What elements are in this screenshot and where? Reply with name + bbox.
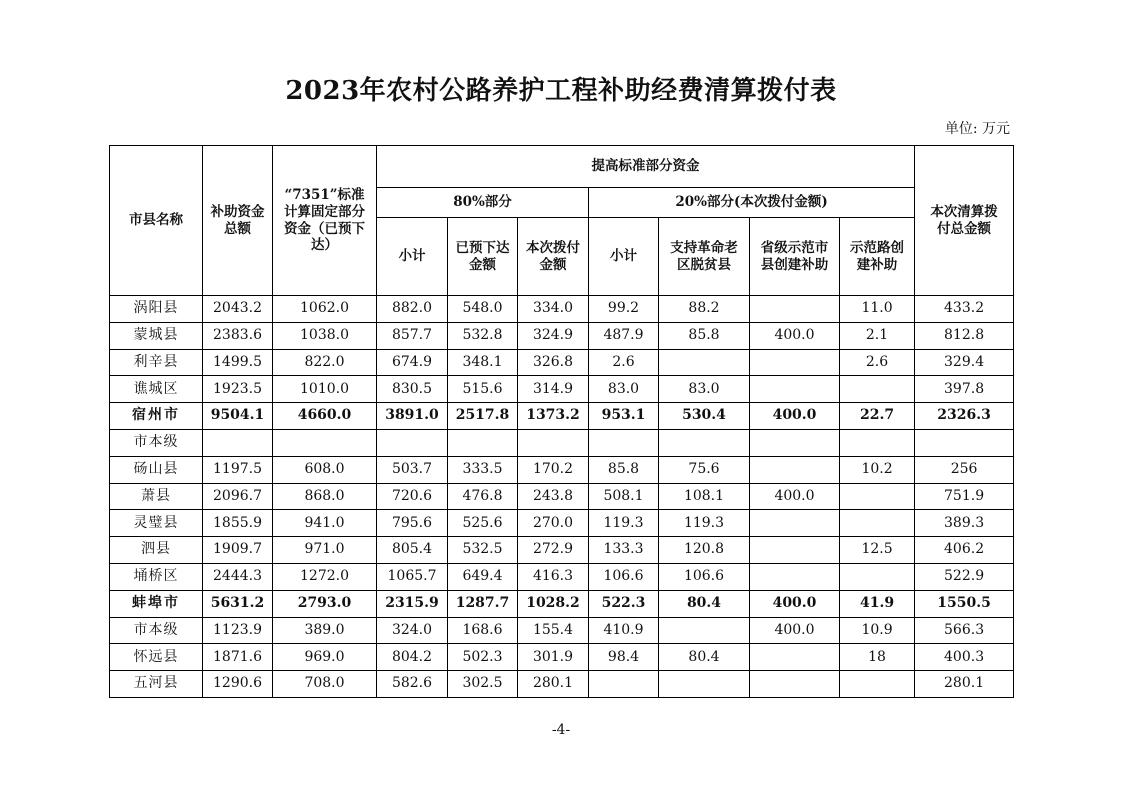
- value-cell: 106.6: [659, 563, 750, 590]
- value-cell: 170.2: [518, 456, 589, 483]
- value-cell: 4660.0: [273, 403, 377, 430]
- table-row: [110, 322, 1014, 349]
- value-cell: 969.0: [273, 644, 377, 671]
- value-cell: 334.0: [518, 296, 589, 323]
- table-row: [110, 510, 1014, 537]
- value-cell: 10.9: [840, 617, 915, 644]
- value-cell: 2043.2: [203, 296, 273, 323]
- value-cell: [659, 671, 750, 698]
- row-name-cell: 怀远县: [110, 644, 203, 671]
- table-row: [110, 376, 1014, 403]
- value-cell: 348.1: [448, 349, 518, 376]
- table-row: [110, 296, 1014, 323]
- value-cell: 400.0: [750, 483, 840, 510]
- value-cell: [750, 644, 840, 671]
- value-cell: 804.2: [377, 644, 448, 671]
- header-clear: 本次清算拨付总金额: [915, 146, 1014, 296]
- value-cell: [750, 671, 840, 698]
- value-cell: 830.5: [377, 376, 448, 403]
- subsidy-table: [109, 145, 1014, 698]
- table-row: [110, 590, 1014, 617]
- value-cell: 326.8: [518, 349, 589, 376]
- value-cell: 83.0: [659, 376, 750, 403]
- value-cell: 1062.0: [273, 296, 377, 323]
- value-cell: 314.9: [518, 376, 589, 403]
- value-cell: 608.0: [273, 456, 377, 483]
- value-cell: 2.1: [840, 322, 915, 349]
- value-cell: [840, 671, 915, 698]
- value-cell: 795.6: [377, 510, 448, 537]
- value-cell: 1028.2: [518, 590, 589, 617]
- value-cell: 532.8: [448, 322, 518, 349]
- value-cell: 280.1: [518, 671, 589, 698]
- value-cell: 108.1: [659, 483, 750, 510]
- page-title: 2023年农村公路养护工程补助经费清算拨付表: [285, 76, 837, 106]
- row-name-cell: 萧县: [110, 483, 203, 510]
- value-cell: [840, 563, 915, 590]
- unit-label: 单位: 万元: [944, 121, 1010, 137]
- value-cell: 1909.7: [203, 537, 273, 564]
- header-now: 本次拨付金额: [518, 218, 589, 296]
- row-name-cell: 利辛县: [110, 349, 203, 376]
- value-cell: [589, 429, 659, 456]
- value-cell: 751.9: [915, 483, 1014, 510]
- value-cell: [750, 456, 840, 483]
- value-cell: 324.9: [518, 322, 589, 349]
- value-cell: 2.6: [840, 349, 915, 376]
- row-name-cell: 蒙城县: [110, 322, 203, 349]
- value-cell: 2096.7: [203, 483, 273, 510]
- value-cell: 400.3: [915, 644, 1014, 671]
- value-cell: [750, 510, 840, 537]
- value-cell: 1855.9: [203, 510, 273, 537]
- value-cell: [273, 429, 377, 456]
- value-cell: [750, 376, 840, 403]
- value-cell: 812.8: [915, 322, 1014, 349]
- header-total: 补助资金总额: [203, 146, 273, 296]
- value-cell: 88.2: [659, 296, 750, 323]
- value-cell: 649.4: [448, 563, 518, 590]
- value-cell: 674.9: [377, 349, 448, 376]
- table-row: [110, 537, 1014, 564]
- value-cell: [840, 483, 915, 510]
- row-name-cell: 涡阳县: [110, 296, 203, 323]
- header-name: 市县名称: [110, 146, 203, 296]
- value-cell: 85.8: [589, 456, 659, 483]
- value-cell: 389.0: [273, 617, 377, 644]
- table-row: [110, 563, 1014, 590]
- table-row: [110, 644, 1014, 671]
- value-cell: [750, 349, 840, 376]
- value-cell: 1550.5: [915, 590, 1014, 617]
- value-cell: 1010.0: [273, 376, 377, 403]
- value-cell: 515.6: [448, 376, 518, 403]
- value-cell: 941.0: [273, 510, 377, 537]
- value-cell: 1287.7: [448, 590, 518, 617]
- table-row: [110, 403, 1014, 430]
- value-cell: [589, 671, 659, 698]
- header-fixed: “7351”标准计算固定部分资金（已预下达）: [273, 146, 377, 296]
- value-cell: [915, 429, 1014, 456]
- value-cell: 9504.1: [203, 403, 273, 430]
- table-row: [110, 617, 1014, 644]
- value-cell: 1038.0: [273, 322, 377, 349]
- value-cell: 83.0: [589, 376, 659, 403]
- value-cell: 1290.6: [203, 671, 273, 698]
- row-name-cell: 砀山县: [110, 456, 203, 483]
- value-cell: 2517.8: [448, 403, 518, 430]
- value-cell: 11.0: [840, 296, 915, 323]
- value-cell: 333.5: [448, 456, 518, 483]
- value-cell: [840, 510, 915, 537]
- value-cell: 400.0: [750, 403, 840, 430]
- value-cell: 302.5: [448, 671, 518, 698]
- table-row: [110, 429, 1014, 456]
- value-cell: 971.0: [273, 537, 377, 564]
- value-cell: 400.0: [750, 322, 840, 349]
- value-cell: 99.2: [589, 296, 659, 323]
- value-cell: 397.8: [915, 376, 1014, 403]
- value-cell: 508.1: [589, 483, 659, 510]
- value-cell: 301.9: [518, 644, 589, 671]
- value-cell: 80.4: [659, 644, 750, 671]
- value-cell: 329.4: [915, 349, 1014, 376]
- value-cell: 3891.0: [377, 403, 448, 430]
- value-cell: 416.3: [518, 563, 589, 590]
- value-cell: [518, 429, 589, 456]
- value-cell: 2.6: [589, 349, 659, 376]
- value-cell: 503.7: [377, 456, 448, 483]
- value-cell: 1123.9: [203, 617, 273, 644]
- value-cell: 548.0: [448, 296, 518, 323]
- value-cell: 119.3: [589, 510, 659, 537]
- value-cell: 2793.0: [273, 590, 377, 617]
- row-name-cell: 灵璧县: [110, 510, 203, 537]
- value-cell: 1272.0: [273, 563, 377, 590]
- value-cell: 1065.7: [377, 563, 448, 590]
- value-cell: 80.4: [659, 590, 750, 617]
- value-cell: 106.6: [589, 563, 659, 590]
- value-cell: 41.9: [840, 590, 915, 617]
- value-cell: [840, 429, 915, 456]
- value-cell: 324.0: [377, 617, 448, 644]
- value-cell: 270.0: [518, 510, 589, 537]
- value-cell: 1373.2: [518, 403, 589, 430]
- row-name-cell: 谯城区: [110, 376, 203, 403]
- header-revo: 支持革命老区脱贫县: [659, 218, 750, 296]
- value-cell: 857.7: [377, 322, 448, 349]
- value-cell: 280.1: [915, 671, 1014, 698]
- value-cell: 822.0: [273, 349, 377, 376]
- header-prov: 省级示范市县创建补助: [750, 218, 840, 296]
- value-cell: 119.3: [659, 510, 750, 537]
- value-cell: [840, 376, 915, 403]
- page-number: -4-: [551, 722, 571, 738]
- header-pre: 已预下达金额: [448, 218, 518, 296]
- value-cell: 1871.6: [203, 644, 273, 671]
- value-cell: 2383.6: [203, 322, 273, 349]
- value-cell: 406.2: [915, 537, 1014, 564]
- header-sub20: 小计: [589, 218, 659, 296]
- value-cell: 522.9: [915, 563, 1014, 590]
- value-cell: [750, 296, 840, 323]
- value-cell: 868.0: [273, 483, 377, 510]
- value-cell: 5631.2: [203, 590, 273, 617]
- value-cell: 1197.5: [203, 456, 273, 483]
- value-cell: 530.4: [659, 403, 750, 430]
- value-cell: 582.6: [377, 671, 448, 698]
- value-cell: 805.4: [377, 537, 448, 564]
- row-name-cell: 泗县: [110, 537, 203, 564]
- value-cell: [659, 429, 750, 456]
- value-cell: 953.1: [589, 403, 659, 430]
- value-cell: 2315.9: [377, 590, 448, 617]
- value-cell: 433.2: [915, 296, 1014, 323]
- value-cell: 22.7: [840, 403, 915, 430]
- value-cell: 400.0: [750, 617, 840, 644]
- header-part80: 80%部分: [377, 188, 589, 218]
- value-cell: 168.6: [448, 617, 518, 644]
- value-cell: 243.8: [518, 483, 589, 510]
- value-cell: 133.3: [589, 537, 659, 564]
- value-cell: 256: [915, 456, 1014, 483]
- value-cell: 882.0: [377, 296, 448, 323]
- value-cell: 98.4: [589, 644, 659, 671]
- value-cell: 389.3: [915, 510, 1014, 537]
- value-cell: 10.2: [840, 456, 915, 483]
- value-cell: 532.5: [448, 537, 518, 564]
- value-cell: 410.9: [589, 617, 659, 644]
- row-name-cell: 市本级: [110, 429, 203, 456]
- value-cell: 2326.3: [915, 403, 1014, 430]
- value-cell: [750, 537, 840, 564]
- value-cell: 522.3: [589, 590, 659, 617]
- value-cell: [659, 349, 750, 376]
- value-cell: 720.6: [377, 483, 448, 510]
- value-cell: 476.8: [448, 483, 518, 510]
- value-cell: 1499.5: [203, 349, 273, 376]
- row-name-cell: 市本级: [110, 617, 203, 644]
- value-cell: 120.8: [659, 537, 750, 564]
- value-cell: 566.3: [915, 617, 1014, 644]
- value-cell: [203, 429, 273, 456]
- row-name-cell: 埇桥区: [110, 563, 203, 590]
- header-part20: 20%部分(本次拨付金额): [589, 188, 915, 218]
- value-cell: 12.5: [840, 537, 915, 564]
- value-cell: 502.3: [448, 644, 518, 671]
- value-cell: 1923.5: [203, 376, 273, 403]
- value-cell: [659, 617, 750, 644]
- value-cell: 400.0: [750, 590, 840, 617]
- value-cell: 85.8: [659, 322, 750, 349]
- table-row: [110, 483, 1014, 510]
- header-sub80: 小计: [377, 218, 448, 296]
- value-cell: 272.9: [518, 537, 589, 564]
- value-cell: 708.0: [273, 671, 377, 698]
- header-demo: 示范路创建补助: [840, 218, 915, 296]
- value-cell: 525.6: [448, 510, 518, 537]
- value-cell: [448, 429, 518, 456]
- value-cell: 487.9: [589, 322, 659, 349]
- header-raise: 提高标准部分资金: [377, 146, 915, 188]
- value-cell: 18: [840, 644, 915, 671]
- table-row: [110, 671, 1014, 698]
- value-cell: [750, 429, 840, 456]
- value-cell: [377, 429, 448, 456]
- row-name-cell: 宿州市: [110, 403, 203, 430]
- row-name-cell: 五河县: [110, 671, 203, 698]
- row-name-cell: 蚌埠市: [110, 590, 203, 617]
- value-cell: 2444.3: [203, 563, 273, 590]
- value-cell: 155.4: [518, 617, 589, 644]
- table-row: [110, 349, 1014, 376]
- value-cell: 75.6: [659, 456, 750, 483]
- value-cell: [750, 563, 840, 590]
- table-row: [110, 456, 1014, 483]
